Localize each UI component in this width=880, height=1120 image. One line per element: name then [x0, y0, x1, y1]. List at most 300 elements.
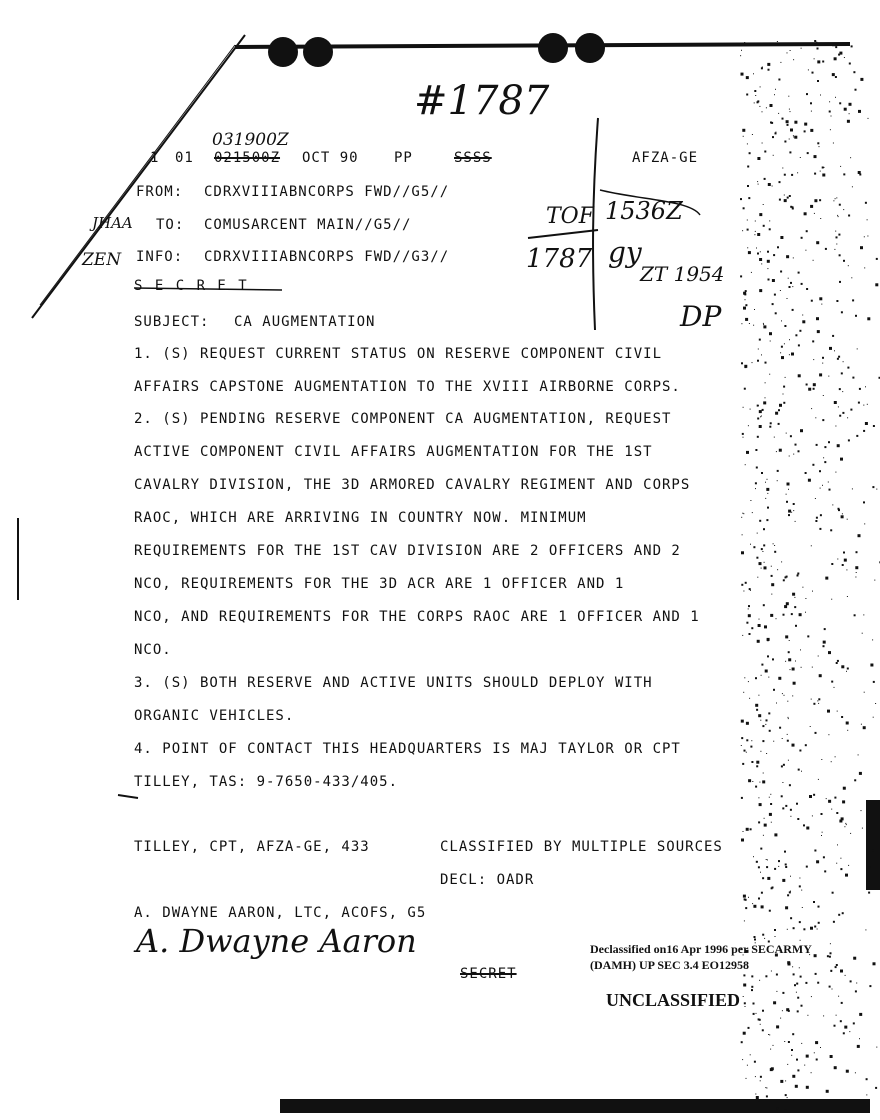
noise-speck	[763, 225, 765, 227]
noise-speck	[816, 241, 819, 244]
noise-speck	[754, 90, 756, 92]
noise-speck	[819, 373, 822, 376]
noise-speck	[789, 286, 791, 288]
noise-speck	[780, 271, 782, 273]
noise-speck	[828, 376, 829, 377]
noise-speck	[820, 514, 822, 516]
noise-speck	[767, 877, 770, 880]
noise-speck	[834, 687, 835, 688]
noise-speck	[804, 130, 806, 132]
noise-speck	[787, 124, 789, 126]
noise-speck	[823, 457, 824, 458]
noise-speck	[855, 566, 858, 569]
noise-speck	[764, 625, 767, 628]
noise-speck	[814, 926, 816, 928]
noise-speck	[744, 42, 745, 43]
noise-speck	[783, 764, 785, 766]
noise-speck	[777, 569, 778, 570]
noise-speck	[789, 891, 791, 893]
body-line: NCO.	[134, 642, 172, 658]
noise-speck	[757, 360, 759, 362]
noise-speck	[821, 813, 823, 815]
noise-speck	[743, 984, 746, 987]
noise-speck	[792, 966, 793, 967]
noise-speck	[840, 166, 841, 167]
noise-speck	[789, 139, 790, 140]
noise-speck	[743, 407, 744, 408]
noise-speck	[771, 583, 774, 586]
noise-speck	[799, 967, 800, 968]
noise-speck	[771, 822, 772, 823]
noise-speck	[828, 482, 829, 483]
noise-speck	[778, 860, 780, 862]
noise-speck	[771, 575, 773, 577]
noise-speck	[778, 79, 780, 81]
noise-speck	[838, 234, 840, 236]
noise-speck	[745, 304, 747, 306]
noise-speck	[749, 698, 750, 699]
noise-speck	[753, 856, 754, 857]
noise-speck	[762, 111, 763, 112]
noise-speck	[792, 309, 794, 311]
noise-speck	[807, 1015, 808, 1016]
noise-speck	[873, 681, 875, 683]
noise-speck	[817, 80, 819, 82]
noise-speck	[852, 299, 854, 301]
noise-speck	[772, 136, 774, 138]
noise-speck	[772, 279, 775, 282]
noise-speck	[818, 656, 819, 657]
noise-speck	[762, 934, 764, 936]
body-line: RAOC, WHICH ARE ARRIVING IN COUNTRY NOW. MINIMUM	[134, 510, 587, 526]
noise-speck	[851, 277, 852, 278]
noise-speck	[770, 341, 771, 342]
noise-speck	[742, 635, 743, 636]
noise-speck	[867, 219, 868, 220]
noise-speck	[830, 1055, 833, 1058]
noise-speck	[810, 927, 813, 930]
noise-speck	[756, 765, 758, 767]
noise-speck	[824, 446, 826, 448]
noise-speck	[784, 605, 787, 608]
noise-speck	[818, 703, 819, 704]
noise-speck	[793, 454, 794, 455]
noise-speck	[765, 382, 766, 383]
noise-speck	[743, 692, 744, 693]
noise-speck	[747, 185, 749, 187]
noise-speck	[747, 220, 748, 221]
noise-speck	[793, 59, 794, 60]
noise-speck	[752, 134, 753, 135]
noise-speck	[819, 297, 822, 300]
noise-speck	[829, 986, 831, 988]
noise-speck	[751, 272, 752, 273]
noise-speck	[864, 236, 865, 237]
noise-speck	[789, 151, 791, 153]
noise-speck	[776, 1025, 779, 1028]
noise-speck	[794, 597, 795, 598]
noise-speck	[823, 1015, 824, 1016]
noise-speck	[745, 907, 747, 909]
noise-speck	[785, 866, 787, 868]
handwritten-dtg-correction: 031900Z	[212, 130, 289, 150]
noise-speck	[754, 1061, 756, 1063]
noise-speck	[788, 651, 790, 653]
noise-speck	[768, 677, 769, 678]
handwritten-tof-value: 1536Z	[605, 197, 683, 225]
noise-speck	[758, 866, 760, 868]
body-line: NCO, AND REQUIREMENTS FOR THE CORPS RAOC ARE 1 OFFICER AND 1	[134, 609, 700, 625]
noise-speck	[775, 312, 777, 314]
noise-speck	[829, 111, 831, 113]
noise-speck	[751, 740, 752, 741]
handwritten-log-number: 1787	[526, 244, 593, 274]
noise-speck	[753, 1003, 755, 1005]
noise-speck	[788, 96, 789, 97]
noise-speck	[774, 551, 776, 553]
noise-speck	[760, 1076, 762, 1078]
noise-speck	[814, 850, 816, 852]
noise-speck	[767, 507, 769, 509]
noise-speck	[827, 955, 829, 957]
noise-speck	[826, 798, 827, 799]
noise-speck	[817, 48, 819, 50]
noise-speck	[790, 282, 792, 284]
noise-speck	[855, 315, 857, 317]
noise-speck	[754, 102, 755, 103]
noise-speck	[800, 976, 802, 978]
noise-speck	[763, 528, 765, 530]
noise-speck	[842, 800, 845, 803]
noise-speck	[759, 980, 760, 981]
noise-speck	[820, 1047, 821, 1048]
noise-speck	[876, 1047, 877, 1048]
noise-speck	[774, 437, 775, 438]
noise-speck	[844, 1026, 847, 1029]
noise-speck	[773, 1001, 776, 1004]
noise-speck	[740, 275, 742, 277]
noise-speck	[793, 503, 795, 505]
noise-speck	[828, 734, 829, 735]
noise-speck	[743, 831, 744, 832]
noise-speck	[747, 166, 749, 168]
noise-speck	[765, 1087, 766, 1088]
noise-speck	[787, 894, 789, 896]
noise-speck	[865, 386, 866, 387]
noise-speck	[806, 827, 809, 830]
noise-speck	[866, 1094, 867, 1095]
noise-speck	[787, 52, 788, 53]
noise-speck	[781, 356, 784, 359]
noise-speck	[781, 765, 783, 767]
noise-speck	[837, 660, 839, 662]
noise-speck	[776, 703, 777, 704]
noise-speck	[769, 797, 770, 798]
noise-speck	[754, 309, 755, 310]
noise-speck	[749, 323, 750, 324]
noise-speck	[788, 718, 789, 719]
punch-hole	[303, 37, 333, 67]
noise-speck	[742, 129, 745, 132]
noise-speck	[785, 906, 788, 909]
noise-speck	[802, 587, 803, 588]
noise-speck	[750, 1054, 751, 1055]
noise-speck	[782, 168, 783, 169]
noise-speck	[786, 433, 787, 434]
noise-speck	[872, 639, 873, 640]
noise-speck	[817, 700, 818, 701]
noise-speck	[876, 258, 878, 260]
noise-speck	[864, 523, 865, 524]
noise-speck	[811, 545, 812, 546]
noise-speck	[759, 258, 762, 261]
noise-speck	[793, 1099, 794, 1100]
noise-speck	[865, 202, 867, 204]
noise-speck	[837, 844, 838, 845]
body-line: AFFAIRS CAPSTONE AUGMENTATION TO THE XVIII AIRBORNE CORPS.	[134, 379, 681, 395]
noise-speck	[768, 69, 770, 71]
noise-speck	[848, 439, 850, 441]
noise-speck	[757, 157, 760, 160]
noise-speck	[797, 1069, 799, 1071]
noise-speck	[837, 711, 838, 712]
noise-speck	[758, 714, 761, 717]
noise-speck	[805, 744, 807, 746]
noise-speck	[761, 354, 762, 355]
noise-speck	[741, 73, 744, 76]
noise-speck	[802, 315, 803, 316]
noise-speck	[816, 317, 819, 320]
noise-speck	[832, 989, 833, 990]
noise-speck	[811, 996, 812, 997]
noise-speck	[746, 722, 749, 725]
noise-speck	[849, 1031, 850, 1032]
noise-speck	[836, 197, 837, 198]
subject-label: SUBJECT:	[134, 314, 210, 330]
handwritten-underline	[528, 230, 598, 238]
noise-speck	[755, 95, 756, 96]
noise-speck	[800, 940, 801, 941]
noise-speck	[774, 545, 775, 546]
noise-speck	[814, 58, 815, 59]
noise-speck	[748, 608, 749, 609]
noise-speck	[822, 363, 823, 364]
noise-speck	[746, 622, 748, 624]
noise-speck	[838, 356, 840, 358]
noise-speck	[745, 582, 747, 584]
noise-speck	[828, 651, 831, 654]
noise-speck	[777, 480, 778, 481]
noise-speck	[847, 120, 850, 123]
noise-speck	[819, 674, 822, 677]
noise-speck	[766, 719, 768, 721]
noise-speck	[793, 137, 794, 138]
noise-speck	[749, 588, 751, 590]
noise-speck	[790, 816, 791, 817]
noise-speck	[787, 701, 788, 702]
noise-speck	[792, 744, 795, 747]
noise-speck	[752, 781, 753, 782]
noise-speck	[815, 732, 817, 734]
noise-speck	[761, 675, 762, 676]
noise-speck	[758, 349, 759, 350]
noise-speck	[828, 800, 831, 803]
noise-speck	[812, 340, 814, 342]
noise-speck	[830, 129, 831, 130]
noise-speck	[756, 709, 758, 711]
noise-speck	[768, 183, 771, 186]
noise-speck	[836, 244, 837, 245]
noise-speck	[741, 745, 742, 746]
noise-speck	[748, 425, 749, 426]
noise-speck	[792, 695, 793, 696]
noise-speck	[750, 828, 752, 830]
noise-speck	[759, 803, 762, 806]
noise-speck	[844, 108, 847, 111]
noise-speck	[850, 409, 852, 411]
noise-speck	[759, 562, 762, 565]
noise-speck	[740, 198, 742, 200]
noise-speck	[821, 304, 822, 305]
noise-speck	[756, 761, 759, 764]
noise-speck	[868, 881, 870, 883]
noise-speck	[801, 237, 803, 239]
noise-speck	[794, 121, 797, 124]
declassify-on: DECL: OADR	[440, 872, 535, 888]
noise-speck	[791, 1055, 792, 1056]
noise-speck	[835, 426, 836, 427]
noise-speck	[828, 441, 830, 443]
noise-speck	[743, 136, 744, 137]
noise-speck	[790, 111, 791, 112]
noise-speck	[792, 286, 793, 287]
noise-speck	[786, 602, 789, 605]
noise-speck	[764, 178, 766, 180]
noise-speck	[798, 769, 800, 771]
noise-speck	[787, 740, 789, 742]
noise-speck	[843, 787, 846, 790]
noise-speck	[760, 720, 761, 721]
noise-speck	[758, 184, 759, 185]
noise-speck	[767, 63, 770, 66]
noise-speck	[760, 848, 762, 850]
noise-speck	[816, 444, 818, 446]
noise-speck	[796, 992, 797, 993]
noise-speck	[757, 405, 759, 407]
signature: A. Dwayne Aaron	[136, 922, 417, 960]
noise-speck	[781, 346, 783, 348]
noise-speck	[867, 404, 868, 405]
noise-speck	[830, 943, 831, 944]
noise-speck	[805, 250, 806, 251]
noise-speck	[782, 807, 784, 809]
noise-speck	[805, 982, 807, 984]
noise-speck	[868, 892, 870, 894]
noise-speck	[752, 362, 753, 363]
noise-speck	[797, 575, 799, 577]
noise-speck	[766, 1088, 767, 1089]
noise-speck	[744, 388, 746, 390]
noise-speck	[758, 624, 761, 627]
handwritten-margin-initials-2: ZEN	[82, 250, 122, 270]
noise-speck	[816, 860, 819, 863]
noise-speck	[788, 489, 789, 490]
noise-speck	[837, 215, 838, 216]
noise-speck	[823, 645, 825, 647]
noise-speck	[798, 450, 800, 452]
noise-speck	[864, 692, 865, 693]
noise-speck	[804, 123, 807, 126]
noise-speck	[782, 879, 785, 882]
noise-speck	[750, 746, 752, 748]
top-classification: S E C R E T	[134, 278, 249, 294]
noise-speck	[769, 813, 772, 816]
noise-speck	[782, 992, 784, 994]
noise-speck	[845, 874, 848, 877]
noise-speck	[813, 388, 815, 390]
noise-speck	[776, 974, 778, 976]
noise-speck	[818, 698, 820, 700]
noise-speck	[859, 772, 862, 775]
noise-speck	[744, 293, 746, 295]
noise-speck	[842, 912, 844, 914]
noise-speck	[757, 640, 760, 643]
noise-speck	[788, 514, 790, 516]
noise-speck	[758, 695, 759, 696]
punch-hole	[575, 33, 605, 63]
noise-speck	[743, 1032, 746, 1035]
noise-speck	[875, 703, 876, 704]
noise-speck	[767, 859, 768, 860]
noise-speck	[840, 858, 841, 859]
noise-speck	[840, 868, 842, 870]
noise-speck	[799, 878, 800, 879]
info-value: CDRXVIIIABNCORPS FWD//G3//	[204, 249, 450, 265]
noise-speck	[755, 1094, 756, 1095]
noise-speck	[837, 559, 838, 560]
noise-speck	[787, 1108, 788, 1109]
noise-speck	[745, 299, 746, 300]
noise-speck	[835, 46, 837, 48]
noise-speck	[762, 1029, 764, 1031]
noise-speck	[843, 173, 845, 175]
noise-speck	[871, 884, 872, 885]
noise-speck	[753, 73, 754, 74]
noise-speck	[843, 260, 845, 262]
noise-speck	[760, 872, 761, 873]
noise-speck	[867, 236, 868, 237]
noise-speck	[759, 213, 762, 216]
noise-speck	[847, 730, 848, 731]
noise-speck	[811, 699, 812, 700]
noise-speck	[842, 412, 844, 414]
noise-speck	[827, 710, 830, 713]
noise-speck	[780, 236, 783, 239]
noise-speck	[762, 725, 764, 727]
noise-speck	[865, 929, 866, 930]
noise-speck	[853, 1022, 855, 1024]
body-line: TILLEY, TAS: 9-7650-433/405.	[134, 774, 399, 790]
noise-speck	[741, 362, 743, 364]
noise-speck	[796, 803, 798, 805]
noise-speck	[847, 367, 849, 369]
noise-speck	[835, 76, 837, 78]
noise-speck	[766, 1095, 768, 1097]
noise-speck	[771, 594, 772, 595]
noise-speck	[822, 174, 825, 177]
noise-speck	[743, 437, 744, 438]
noise-speck	[832, 335, 834, 337]
